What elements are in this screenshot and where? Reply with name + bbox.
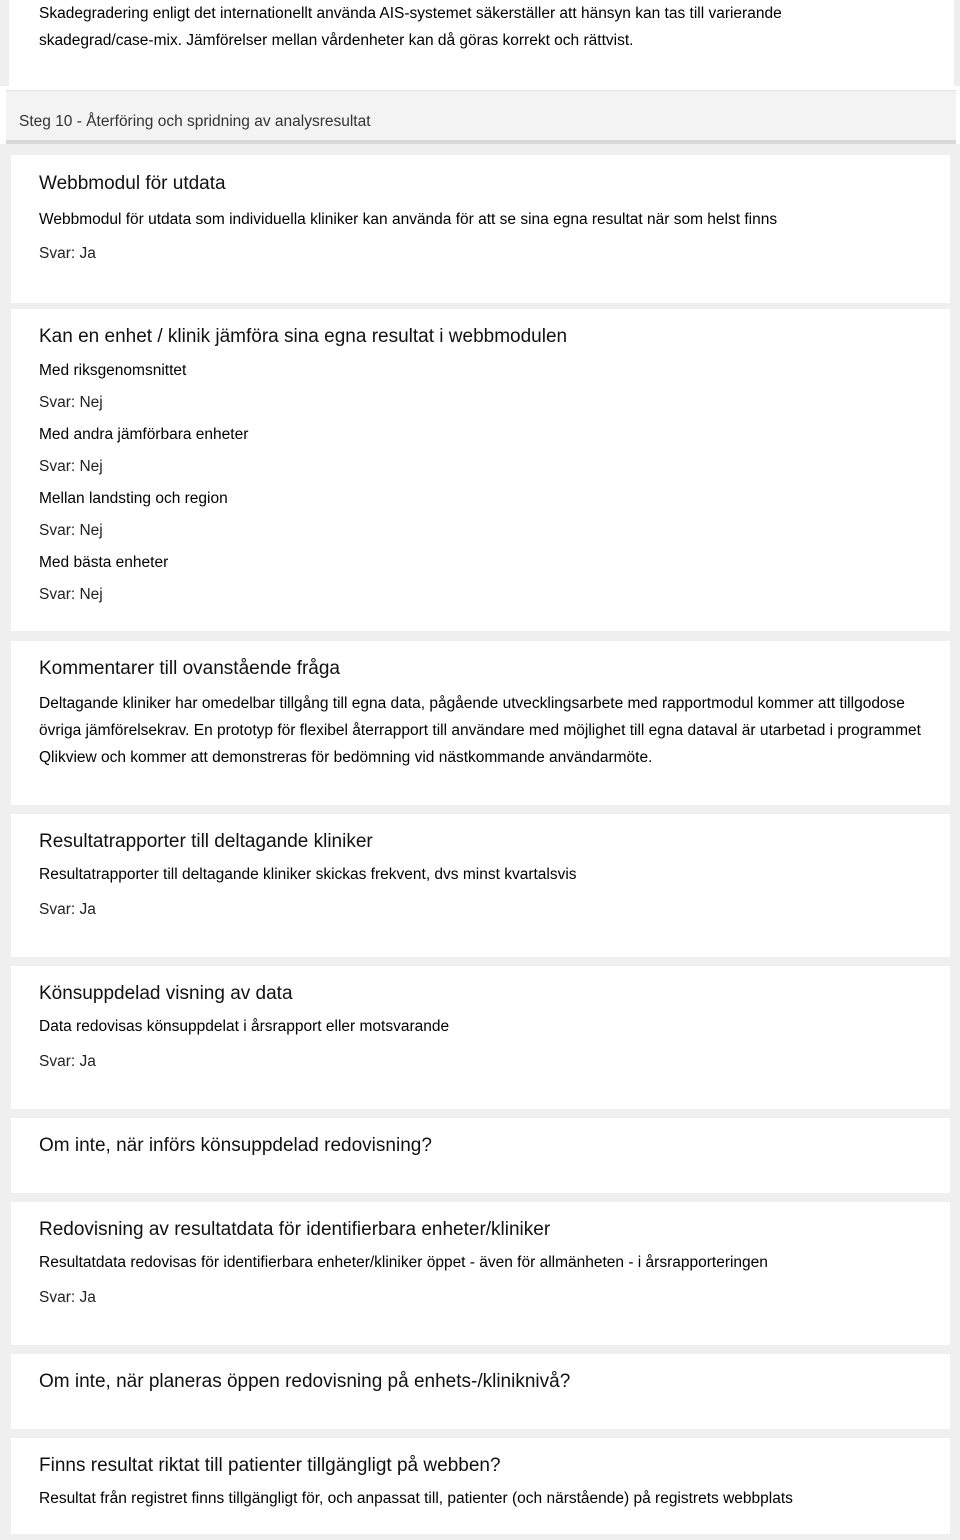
sub-question-answer: Svar: Nej xyxy=(39,458,103,475)
sub-question-label: Mellan landsting och region xyxy=(39,490,228,507)
question-title: Om inte, när införs könsuppdelad redovisning? xyxy=(39,1135,432,1156)
sub-question-label: Med riksgenomsnittet xyxy=(39,362,187,379)
comment-text: Deltagande kliniker har omedelbar tillgång till egna data, pågående utvecklingsarbete med rapportmodul kommer att tillgodose övriga jämförelsekrav. En prototyp för flexibel återrapport till användare med möjlighet till egna dataval är utarbetad i programmet Qlikview och kommer att demonstreras för bedömning vid nästkommande användarmöte. xyxy=(39,695,921,766)
question-card-kommentarer xyxy=(11,641,950,805)
sub-question-answer: Svar: Nej xyxy=(39,394,103,411)
question-title: Kan en enhet / klinik jämföra sina egna resultat i webbmodulen xyxy=(39,326,568,347)
question-title: Om inte, när planeras öppen redovisning på enhets-/kliniknivå? xyxy=(39,1371,571,1392)
frame-right xyxy=(954,0,960,86)
question-title: Redovisning av resultatdata för identifierbara enheter/kliniker xyxy=(39,1219,551,1240)
question-text: Resultatdata redovisas för identifierbara enheter/kliniker öppet - även för allmänheten - i årsrapporteringen xyxy=(39,1254,768,1271)
intro-line-1: Skadegradering enligt det internationellt använda AIS-systemet säkerställer att hänsyn kan tas till varierande xyxy=(39,5,782,22)
intro-line-2: skadegrad/case-mix. Jämförelser mellan vårdenheter kan då göras korrekt och rättvist. xyxy=(39,32,634,49)
question-title: Kommentarer till ovanstående fråga xyxy=(39,658,340,679)
question-card-om-inte-kon xyxy=(11,1118,950,1193)
question-answer: Svar: Ja xyxy=(39,1289,96,1306)
question-answer: Svar: Ja xyxy=(39,901,96,918)
sub-question-answer: Svar: Nej xyxy=(39,522,103,539)
question-card-resultatrapporter xyxy=(11,814,950,957)
question-card-jamfora xyxy=(11,309,950,631)
sub-question-answer: Svar: Nej xyxy=(39,586,103,603)
question-title: Könsuppdelad visning av data xyxy=(39,983,293,1004)
question-card-webbmodul xyxy=(11,155,950,303)
step-title: Steg 10 - Återföring och spridning av analysresultat xyxy=(19,113,371,130)
question-answer: Svar: Ja xyxy=(39,245,96,262)
question-text: Resultat från registret finns tillgängligt för, och anpassat till, patienter (och närstående) på registrets webbplats xyxy=(39,1490,793,1507)
question-card-redovisning xyxy=(11,1202,950,1345)
sub-question-label: Med andra jämförbara enheter xyxy=(39,426,249,443)
step-header xyxy=(6,90,956,144)
question-answer: Svar: Ja xyxy=(39,1053,96,1070)
intro-block xyxy=(0,0,960,86)
question-text: Resultatrapporter till deltagande kliniker skickas frekvent, dvs minst kvartalsvis xyxy=(39,866,577,883)
question-text: Webbmodul för utdata som individuella kliniker kan använda för att se sina egna resultat när som helst finns xyxy=(39,211,778,228)
question-title: Finns resultat riktat till patienter tillgängligt på webben? xyxy=(39,1455,501,1476)
section-background xyxy=(0,144,960,1540)
question-text: Data redovisas könsuppdelat i årsrapport eller motsvarande xyxy=(39,1018,450,1035)
question-card-om-inte-oppen xyxy=(11,1354,950,1429)
question-card-patienter xyxy=(11,1438,950,1534)
sub-question-label: Med bästa enheter xyxy=(39,554,169,571)
question-card-konsuppdelad xyxy=(11,966,950,1109)
frame-left xyxy=(0,0,9,86)
question-title: Resultatrapporter till deltagande kliniker xyxy=(39,831,373,852)
question-title: Webbmodul för utdata xyxy=(39,173,226,194)
